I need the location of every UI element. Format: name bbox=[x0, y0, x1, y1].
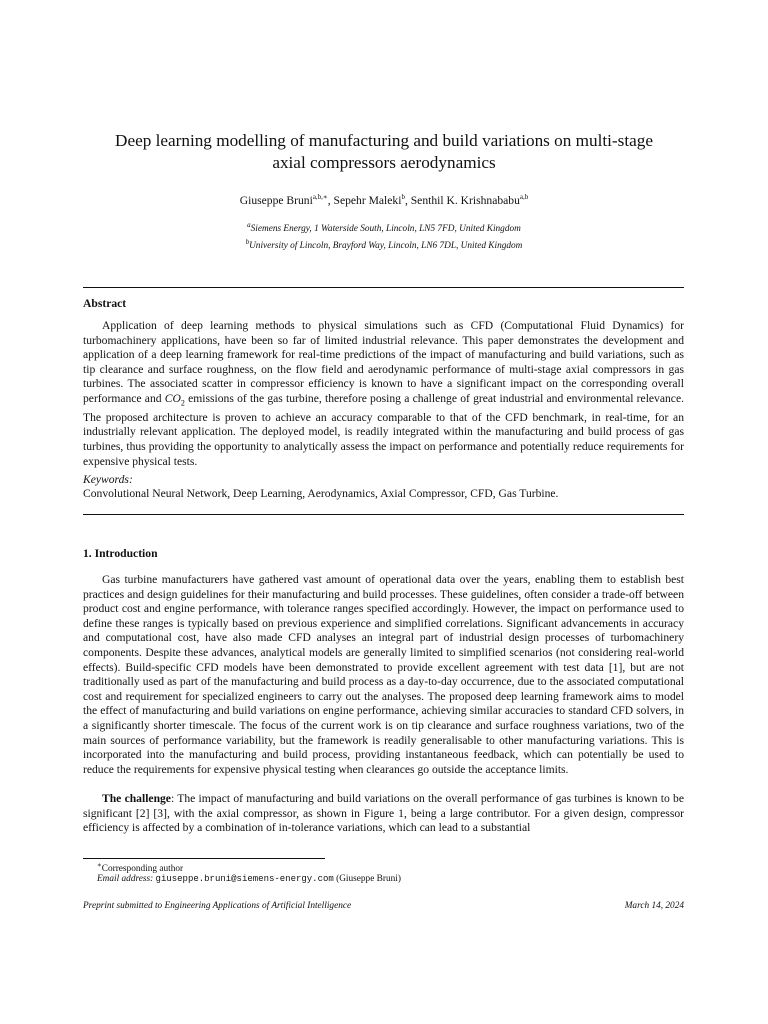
title-line-1: Deep learning modelling of manufacturing and build variations on multi-stage bbox=[115, 131, 653, 150]
author-name: Giuseppe Bruni bbox=[239, 193, 313, 207]
keywords-list: Convolutional Neural Network, Deep Learning, Aerodynamics, Axial Compressor, CFD, Gas Turbine. bbox=[83, 487, 559, 500]
intro-paragraph-1: Gas turbine manufacturers have gathered vast amount of operational data over the years, enabling them to establish best practices and design guidelines for their manufacturing and build processes. These guidelines, often consider a trade-off between product cost and engine performance, with tolerance ranges specified accordingly. However, the impact on performance used to define these ranges is typically based on previous experience and simplified correlations. Significant advancements in accuracy and computational cost, have also made CFD analyses an integral part of industrial design processes of turbomachinery components. Despite these advances, analytical models are generally limited to simplified scenarios (not considering real-world effects). Build-specific CFD models have been demonstrated to provide excellent agreement with test data [1], but are not traditionally used as part of the manufacturing and build process as a day-to-day occurrence, due to the associated computational cost and requirement for specialized engineers to carry out the analyses. The proposed deep learning framework aims to model the effect of manufacturing and build variations on engine performance, achieving similar accuracies to standard CFD solvers, in a significantly shorter timescale. The focus of the current work is on tip clearance and surface roughness variations, two of the main sources of performance variability, but the framework is readily generalisable to other manufacturing variations. This is incorporated into the manufacturing and build process, providing instantaneous feedback, which can potentially be used to reduce the requirements for expensive physical testing when clearances go outside the acceptance limits. bbox=[83, 573, 684, 776]
email-address-link[interactable]: giuseppe.bruni@siemens-energy.com bbox=[155, 874, 334, 884]
footnote-email bbox=[97, 874, 401, 884]
author-marks: a,b bbox=[519, 193, 529, 201]
affiliation-item bbox=[84, 236, 684, 253]
footer-date: March 14, 2024 bbox=[624, 901, 684, 911]
author-list: Giuseppe Bruni$^{a,b,∗}$, Sepehr Maleki$^b$, Senthil K. Krishnababu$^{a,b}$ bbox=[239, 193, 529, 207]
author-marks: b bbox=[401, 193, 405, 201]
footnote-rule bbox=[83, 858, 325, 859]
footnote-corresponding bbox=[97, 861, 183, 874]
abstract-top-rule bbox=[83, 287, 684, 288]
author-name: Senthil K. Krishnababu bbox=[410, 193, 520, 207]
author-marks: a,b,∗ bbox=[312, 193, 328, 201]
affiliations bbox=[84, 219, 684, 252]
footnote-mark: ∗ bbox=[97, 861, 102, 869]
email-owner: (Giuseppe Bruni) bbox=[336, 874, 401, 884]
co2-symbol: CO bbox=[164, 391, 181, 405]
abstract-body bbox=[83, 319, 684, 469]
intro-paragraph-2-text: : The impact of manufacturing and build variations on the overall performance of gas turbines is known to be significant [2] [3], with the axial compressor, as shown in Figure 1, being a large contributor. For a given design, compressor efficiency is affected by a combination of in-tolerance variations, which can lead to a substantial bbox=[83, 792, 684, 835]
affiliation-text: University of Lincoln, Brayford Way, Lincoln, LN6 7DL, United Kingdom bbox=[249, 240, 523, 251]
abstract-bottom-rule bbox=[83, 514, 684, 515]
abstract-heading: Abstract bbox=[83, 297, 127, 310]
affiliation-item bbox=[84, 219, 684, 236]
affiliation-text: Siemens Energy, 1 Waterside South, Lincoln, LN5 7FD, United Kingdom bbox=[250, 224, 521, 235]
footnote-corresponding-text: Corresponding author bbox=[101, 864, 184, 875]
section-heading-introduction: 1. Introduction bbox=[83, 547, 158, 560]
abstract-text-2: emissions of the gas turbine, therefore posing a challenge of great industrial and environmental relevance. The proposed architecture is proven to achieve an accuracy comparable to that of the CFD benchmark, in real-time, for an industrially relevant application. The deployed model, is readily integrated within the manufacturing and build process of gas turbines, thus providing the opportunity to analytically assess the impact on performance and potentially reduce requirements for expensive physical tests. bbox=[83, 391, 684, 468]
abstract-text-1: Application of deep learning methods to physical simulations such as CFD (Computational Fluid Dynamics) for turbomachinery applications, have been so far of limited industrial relevance. This paper demonstrates the development and application of a deep learning framework for real-time predictions of the impact of manufacturing and build variations, such as tip clearance and surface roughness, on the flow field and aerodynamic performance of multi-stage axial compressors in gas turbines. The associated scatter in compressor efficiency is known to have a significant impact on the corresponding overall performance and bbox=[83, 319, 684, 405]
paper-title bbox=[84, 130, 684, 174]
footer-journal: Preprint submitted to Engineering Applications of Artificial Intelligence bbox=[83, 901, 352, 911]
email-label: Email address: bbox=[97, 874, 154, 884]
challenge-lead: The challenge bbox=[102, 792, 171, 805]
title-line-2: axial compressors aerodynamics bbox=[272, 153, 496, 172]
affiliation-mark: a bbox=[247, 221, 251, 229]
author-name: Sepehr Maleki bbox=[333, 193, 402, 207]
co2-subscript: 2 bbox=[180, 398, 185, 408]
intro-paragraph-2 bbox=[83, 792, 684, 836]
keywords-heading: Keywords: bbox=[83, 473, 133, 486]
affiliation-mark: b bbox=[245, 237, 250, 246]
